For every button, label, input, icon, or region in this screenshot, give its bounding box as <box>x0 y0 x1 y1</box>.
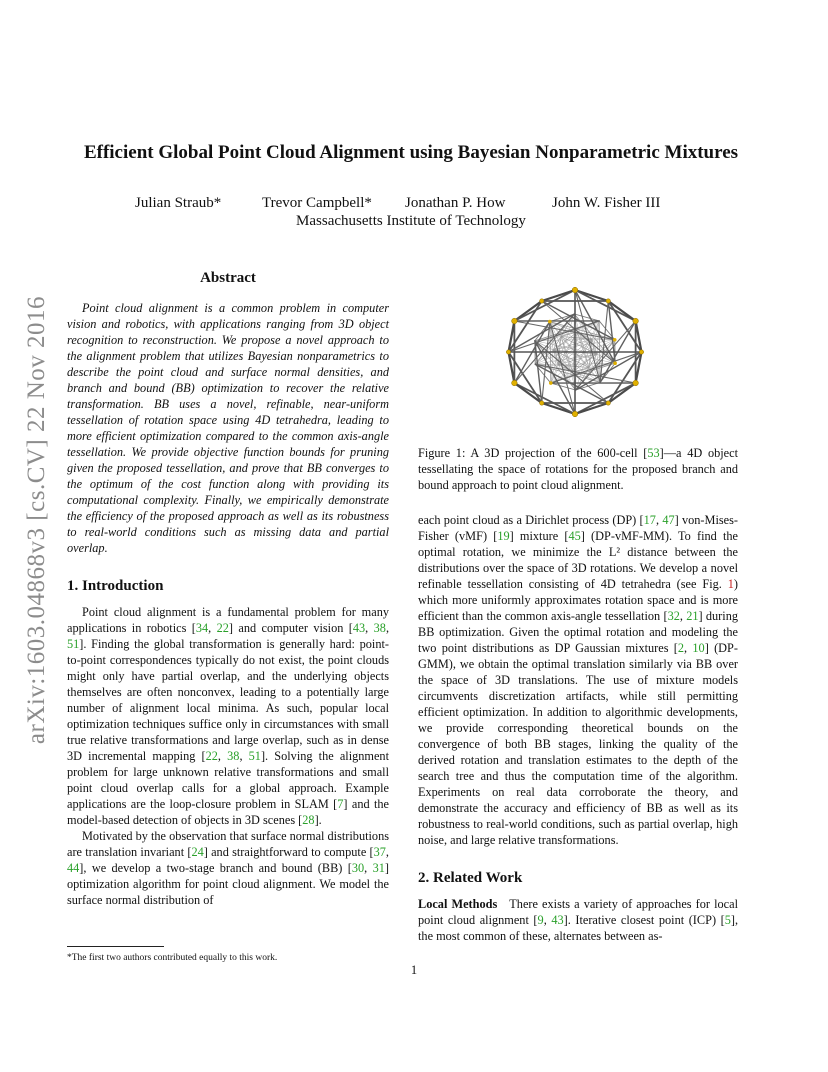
citation-link[interactable]: 10 <box>692 641 705 655</box>
vertex-marker <box>540 299 544 303</box>
vertex-marker <box>633 318 639 324</box>
vertex-marker <box>613 361 617 365</box>
intro-paragraph-1: Point cloud alignment is a fundamental problem for many applications in robotics [34, 22] and computer vision [43, 38, 51]. Finding the global transformation is generally hard: point-to-point correspondences typically do not exist, the point clouds might only have partial overlap, and the underlying objects themselves are often nonconvex, leading to a potentially large number of alignment local minima. As such, popular local optimization techniques suffice only in circumstances with small true relative transformations and large overlap, such as in dense 3D incremental mapping [22, 38, 51]. Solving the alignment problem for large unknown relative transformations and small point cloud overlap calls for a global approach. Example applications are the loop-closure problem in SLAM [7] and the model-based detection of objects in 3D scenes [28]. <box>67 605 390 827</box>
arxiv-stamp <box>22 280 52 760</box>
vertex-marker <box>639 350 643 354</box>
citation-link[interactable]: 34 <box>195 621 209 635</box>
introduction-heading: 1. Introduction <box>67 578 164 594</box>
author-3: Jonathan P. How <box>405 195 506 211</box>
author-4: John W. Fisher III <box>552 195 661 211</box>
right-column <box>418 512 738 944</box>
citation-link[interactable]: 37 <box>373 845 386 859</box>
citation-link[interactable]: 28 <box>302 813 315 827</box>
citation-link[interactable]: 45 <box>568 529 581 543</box>
citation-link[interactable]: 53 <box>647 446 660 460</box>
vertex-marker <box>606 299 610 303</box>
arxiv-stamp-text: arXiv:1603.04868v3 [cs.CV] 22 Nov 2016 <box>23 295 50 745</box>
figure-caption: Figure 1: A 3D projection of the 600-cell [53]—a 4D object tessellating the space of rotations for the proposed branch and bound approach to point cloud alignment. <box>418 446 738 492</box>
vertex-marker <box>633 380 639 386</box>
citation-link[interactable]: 43 <box>551 913 564 927</box>
left-column <box>67 270 389 908</box>
vertex-marker <box>506 350 510 354</box>
citation-link[interactable]: 24 <box>191 845 204 859</box>
paper-title: Efficient Global Point Cloud Alignment using Bayesian Nonparametric Mixtures <box>83 142 739 163</box>
citation-link[interactable]: 17 <box>643 513 656 527</box>
abstract-text: Point cloud alignment is a common problem in computer vision and robotics, with applications ranging from 3D object recognition to reconstruction. We propose a novel approach to the alignment problem that utilizes Bayesian nonparametrics to describe the point cloud and surface normal densities, and branch and bound (BB) optimization to recover the relative transformation. BB uses a novel, refinable, near-uniform tessellation of rotation space using 4D tetrahedra, leading to more efficient optimization compared to the common axis-angle tessellation. We provide objective function bounds for pruning given the proposed tessellation, and prove that BB converges to the optimum of the cost function along with providing its computational complexity. Finally, we empirically demonstrate the efficiency of the proposed approach as well as its robustness to real-world conditions such as missing data and partial overlap. <box>67 301 389 555</box>
author-1: Julian Straub* <box>135 195 222 211</box>
vertex-marker <box>572 287 578 293</box>
citation-link[interactable]: 38 <box>373 621 386 635</box>
abstract-heading: Abstract <box>200 270 256 286</box>
footnote-rule <box>67 946 164 947</box>
citation-link[interactable]: 7 <box>337 797 344 811</box>
intro-paragraph-2: Motivated by the observation that surface normal distributions are translation invariant [24] and straightforward to compute [37, 44], we develop a two-stage branch and bound (BB) [30, 31] optimization algorithm for point cloud alignment. We model the surface normal distribution of <box>67 829 390 907</box>
citation-link[interactable]: 38 <box>227 749 240 763</box>
affiliation: Massachusetts Institute of Technology <box>296 213 526 229</box>
citation-link[interactable]: 51 <box>248 749 261 763</box>
citation-link[interactable]: 22 <box>216 621 229 635</box>
figure-600-cell <box>490 280 660 430</box>
citation-link[interactable]: 9 <box>537 913 544 927</box>
right-paragraph-1: each point cloud as a Dirichlet process (DP) [17, 47] von-Mises-Fisher (vMF) [19] mixture [45] (DP-vMF-MM). To find the optimal rotation, we minimize the L² distance between the distributions over the space of 3D rotations. We develop a novel refinable tessellation consisting of 4D tetrahedra (see Fig. 1) which more uniformly approximates rotation space and is more efficient than the common axis-angle tessellation [32, 21] during BB optimization. Given the optimal rotation and modeling the two point distributions as DP Gaussian mixtures [2, 10] (DP-GMM), we obtain the optimal translation similarly via BB over the space of 3D translations. The use of mixture models circumvents discretization artifacts, while still permitting efficient optimization. In addition to algorithmic developments, we provide corresponding theoretical bounds on the convergence of both BB stages, linking the quality of the derived rotation and translation estimates to the depth of the search tree and thus the computation time of the algorithm. Experiments on real data corroborate the theory, and demonstrate the accuracy and efficiency of BB as well as its robustness to real-world conditions, such as partial overlap, high noise, and large relative transformations. <box>418 513 738 847</box>
related-paragraph-1: Local Methods There exists a variety of approaches for local point cloud alignment [9, 43]. Iterative closest point (ICP) [5], the most common of these, alternates between as- <box>418 897 739 943</box>
local-methods-runin: Local Methods <box>418 897 498 911</box>
citation-link[interactable]: 22 <box>205 749 218 763</box>
polytope-illustration <box>490 280 660 430</box>
vertex-marker <box>572 411 578 417</box>
vertex-marker <box>512 380 518 386</box>
page-number: 1 <box>410 963 418 977</box>
related-work-heading: 2. Related Work <box>418 870 523 886</box>
citation-link[interactable]: 19 <box>497 529 510 543</box>
citation-link[interactable]: 51 <box>67 637 80 651</box>
citation-link[interactable]: 5 <box>724 913 731 927</box>
author-2: Trevor Campbell* <box>262 195 372 211</box>
citation-link[interactable]: 32 <box>667 609 680 623</box>
vertex-marker <box>540 401 544 405</box>
citation-link[interactable]: 47 <box>662 513 675 527</box>
vertex-marker <box>549 381 553 385</box>
citation-link[interactable]: 43 <box>352 621 366 635</box>
vertex-marker <box>512 318 518 324</box>
citation-link[interactable]: 31 <box>372 861 385 875</box>
vertex-marker <box>606 401 610 405</box>
vertex-marker <box>613 338 617 342</box>
vertex-marker <box>548 320 552 324</box>
citation-link[interactable]: 30 <box>351 861 365 875</box>
footnote: *The first two authors contributed equally to this work. <box>67 953 278 963</box>
citation-link[interactable]: 21 <box>686 609 699 623</box>
citation-link[interactable]: 2 <box>677 641 685 655</box>
figure-ref-link[interactable]: 1 <box>727 577 734 591</box>
citation-link[interactable]: 44 <box>67 861 80 875</box>
author-list <box>40 195 782 213</box>
